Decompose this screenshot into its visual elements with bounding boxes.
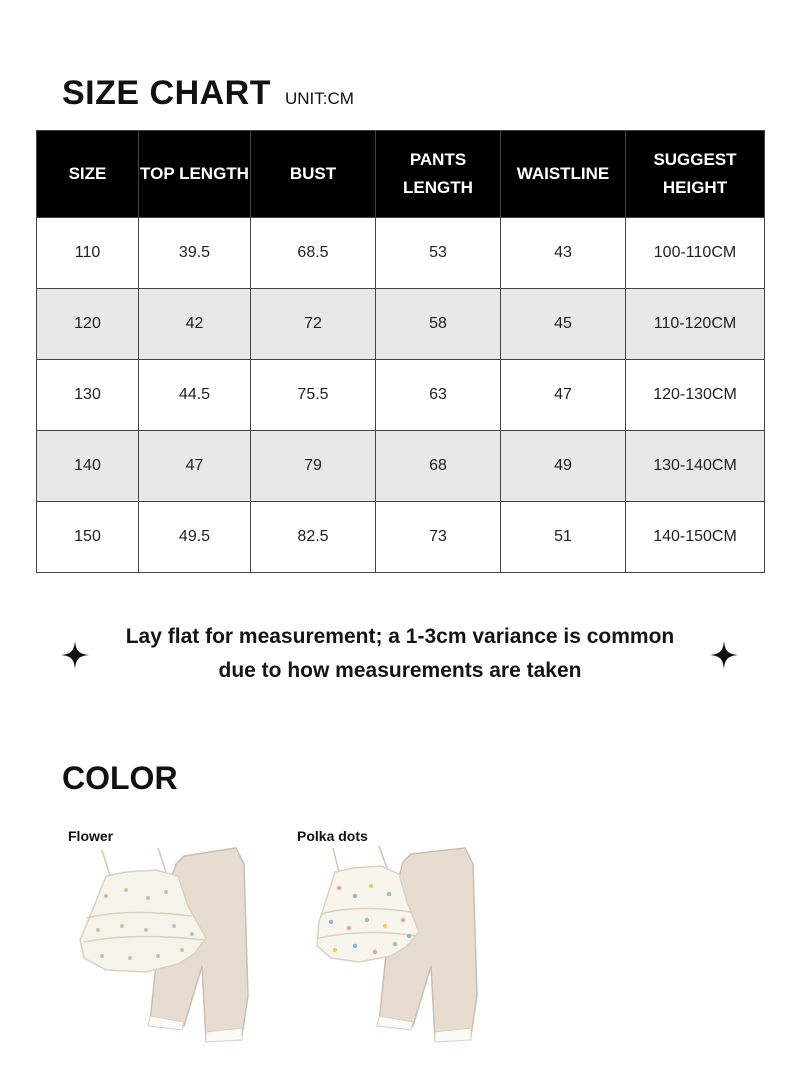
table-cell: 44.5 [139,360,251,431]
table-cell: 42 [139,289,251,360]
size-chart-table [36,130,765,573]
table-cell: 58 [376,289,501,360]
table-cell: 53 [376,218,501,289]
table-cell: 49.5 [139,502,251,573]
column-header-label: SIZE [68,164,107,183]
polka-dots-outfit-image [295,846,495,1046]
table-cell: 79 [251,431,376,502]
column-header [501,131,626,218]
table-cell: 73 [376,502,501,573]
table-cell: 45 [501,289,626,360]
column-header [626,131,765,218]
color-section-title: COLOR [62,760,178,796]
table-cell: 100-110CM [626,218,765,289]
table-cell: 68 [376,431,501,502]
sparkle-icon [710,641,738,669]
column-header-label: SUGGEST [653,150,737,169]
table-row [37,289,765,360]
table-cell: 110 [37,218,139,289]
table-cell: 47 [501,360,626,431]
color-option-label: Flower [68,828,114,844]
column-header-label: BUST [289,164,337,183]
table-cell: 82.5 [251,502,376,573]
table-row [37,360,765,431]
table-header [37,131,765,218]
color-option-flower[interactable] [66,826,266,1046]
color-option-polka-dots[interactable] [295,826,495,1046]
table-cell: 49 [501,431,626,502]
page-title: SIZE CHART [62,74,271,112]
table-cell: 75.5 [251,360,376,431]
table-cell: 130-140CM [626,431,765,502]
table-body [37,218,765,573]
column-header-label: HEIGHT [662,178,728,197]
table-cell: 51 [501,502,626,573]
flower-outfit-image [66,846,266,1046]
color-option-label: Polka dots [297,828,368,844]
table-cell: 120-130CM [626,360,765,431]
table-cell: 47 [139,431,251,502]
header-row [37,131,765,218]
measurement-note [100,620,700,688]
note-line-1: Lay flat for measurement; a 1-3cm variance is common [125,625,675,648]
table-cell: 43 [501,218,626,289]
column-header-label: WAISTLINE [516,164,610,183]
column-header [139,131,251,218]
note-line-2: due to how measurements are taken [218,659,582,682]
column-header [251,131,376,218]
table-cell: 150 [37,502,139,573]
table-row [37,218,765,289]
size-chart-heading [62,74,354,113]
column-header [376,131,501,218]
table-cell: 120 [37,289,139,360]
column-header-label: PANTS [409,150,467,169]
table-row [37,502,765,573]
unit-label: UNIT:CM [285,89,354,108]
table-cell: 39.5 [139,218,251,289]
table-cell: 72 [251,289,376,360]
column-header [37,131,139,218]
table-cell: 130 [37,360,139,431]
table-cell: 140-150CM [626,502,765,573]
table-cell: 68.5 [251,218,376,289]
sparkle-icon [61,641,89,669]
table-cell: 110-120CM [626,289,765,360]
table-cell: 140 [37,431,139,502]
table-row [37,431,765,502]
column-header-label: LENGTH [403,178,473,197]
column-header-label: TOP LENGTH [140,164,249,183]
table-cell: 63 [376,360,501,431]
